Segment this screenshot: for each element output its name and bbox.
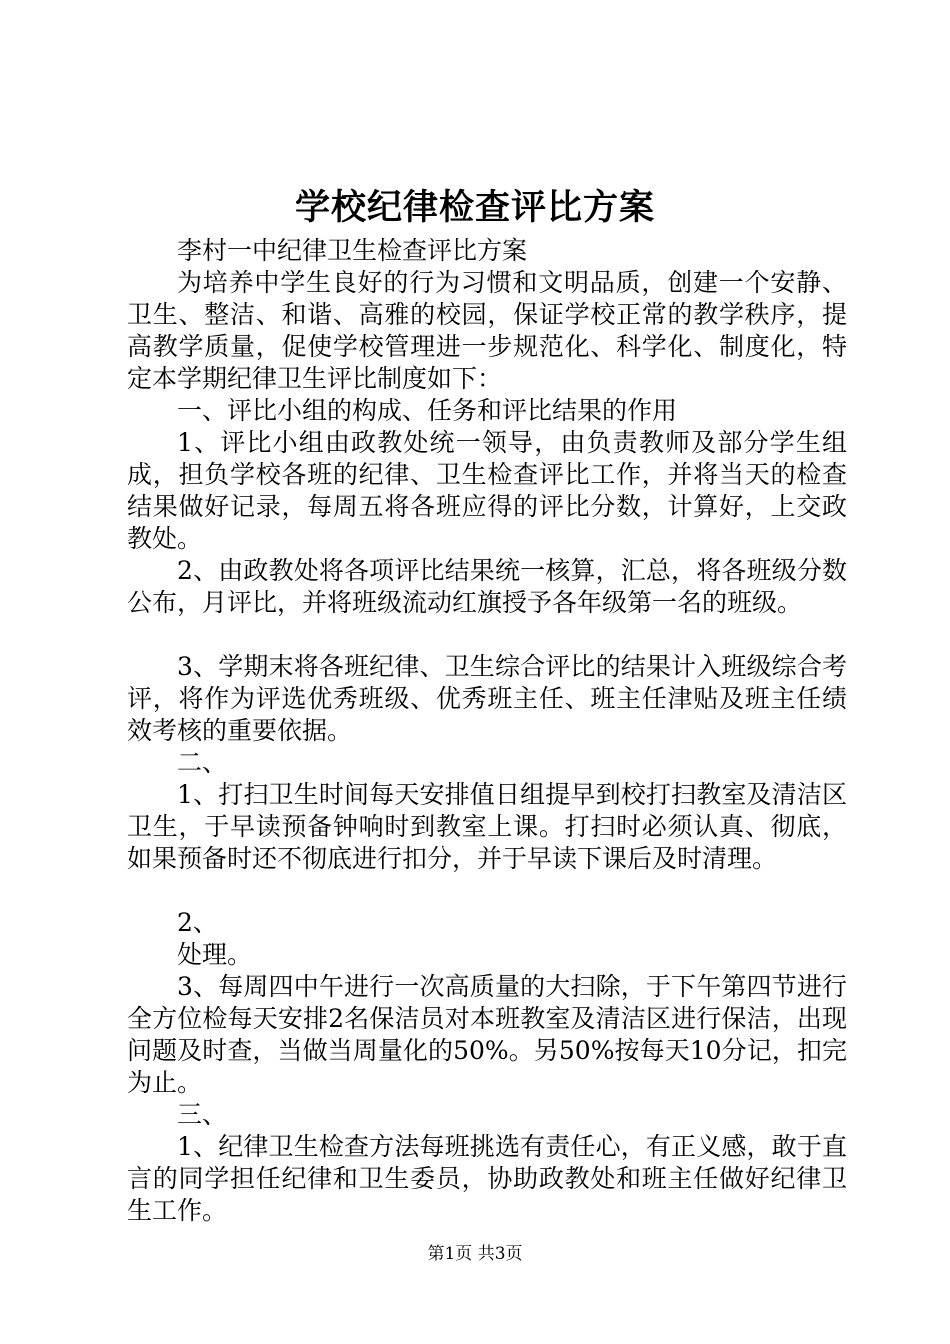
section-heading-3: 三、: [177, 1100, 228, 1129]
paragraph-2-2: 2、: [177, 908, 218, 937]
blank-line: [127, 875, 847, 907]
paragraph-subtitle: 李村一中纪律卫生检查评比方案: [177, 236, 528, 265]
paragraph-1-1: 1、评比小组由政教处统一领导，由负责教师及部分学生组成，担负学校各班的纪律、卫生检查评比工作，并将当天的检查结果做好记录，每周五将各班应得的评比分数，计算好，上交政教处。: [127, 428, 847, 553]
section-heading-2: 二、: [177, 748, 228, 777]
blank-line: [127, 619, 847, 651]
document-body: [127, 235, 847, 1227]
paragraph-2-2-continued: 处理。: [177, 940, 253, 969]
paragraph-2-1: 1、打扫卫生时间每天安排值日组提早到校打扫教室及清洁区卫生，于早读预备钟响时到教室上课。打扫时必须认真、彻底，如果预备时还不彻底进行扣分，并于早读下课后及时清理。: [127, 780, 847, 873]
paragraph-1-3: 3、学期末将各班纪律、卫生综合评比的结果计入班级综合考评，将作为评选优秀班级、优秀班主任、班主任津贴及班主任绩效考核的重要依据。: [127, 652, 847, 745]
paragraph-intro: 为培养中学生良好的行为习惯和文明品质，创建一个安静、卫生、整洁、和谐、高雅的校园，保证学校正常的教学秩序，提高教学质量，促使学校管理进一步规范化、科学化、制度化，特定本学期纪律卫生评比制度如下：: [127, 268, 847, 393]
section-heading-1: 一、评比小组的构成、任务和评比结果的作用: [177, 396, 678, 425]
document-title: 学校纪律检查评比方案: [294, 187, 655, 228]
paragraph-3-1: 1、纪律卫生检查方法每班挑选有责任心，有正义感，敢于直言的同学担任纪律和卫生委员，协助政教处和班主任做好纪律卫生工作。: [127, 1132, 847, 1225]
page-number: 第1页 共3页: [427, 1244, 523, 1264]
paragraph-2-3: 3、每周四中午进行一次高质量的大扫除，于下午第四节进行全方位检每天安排2名保洁员对本班教室及清洁区进行保洁，出现问题及时查，当做当周量化的50%。另50%按每天10分记，扣完为止。: [127, 972, 847, 1097]
paragraph-1-2: 2、由政教处将各项评比结果统一核算，汇总，将各班级分数公布，月评比，并将班级流动红旗授予各年级第一名的班级。: [127, 556, 847, 617]
